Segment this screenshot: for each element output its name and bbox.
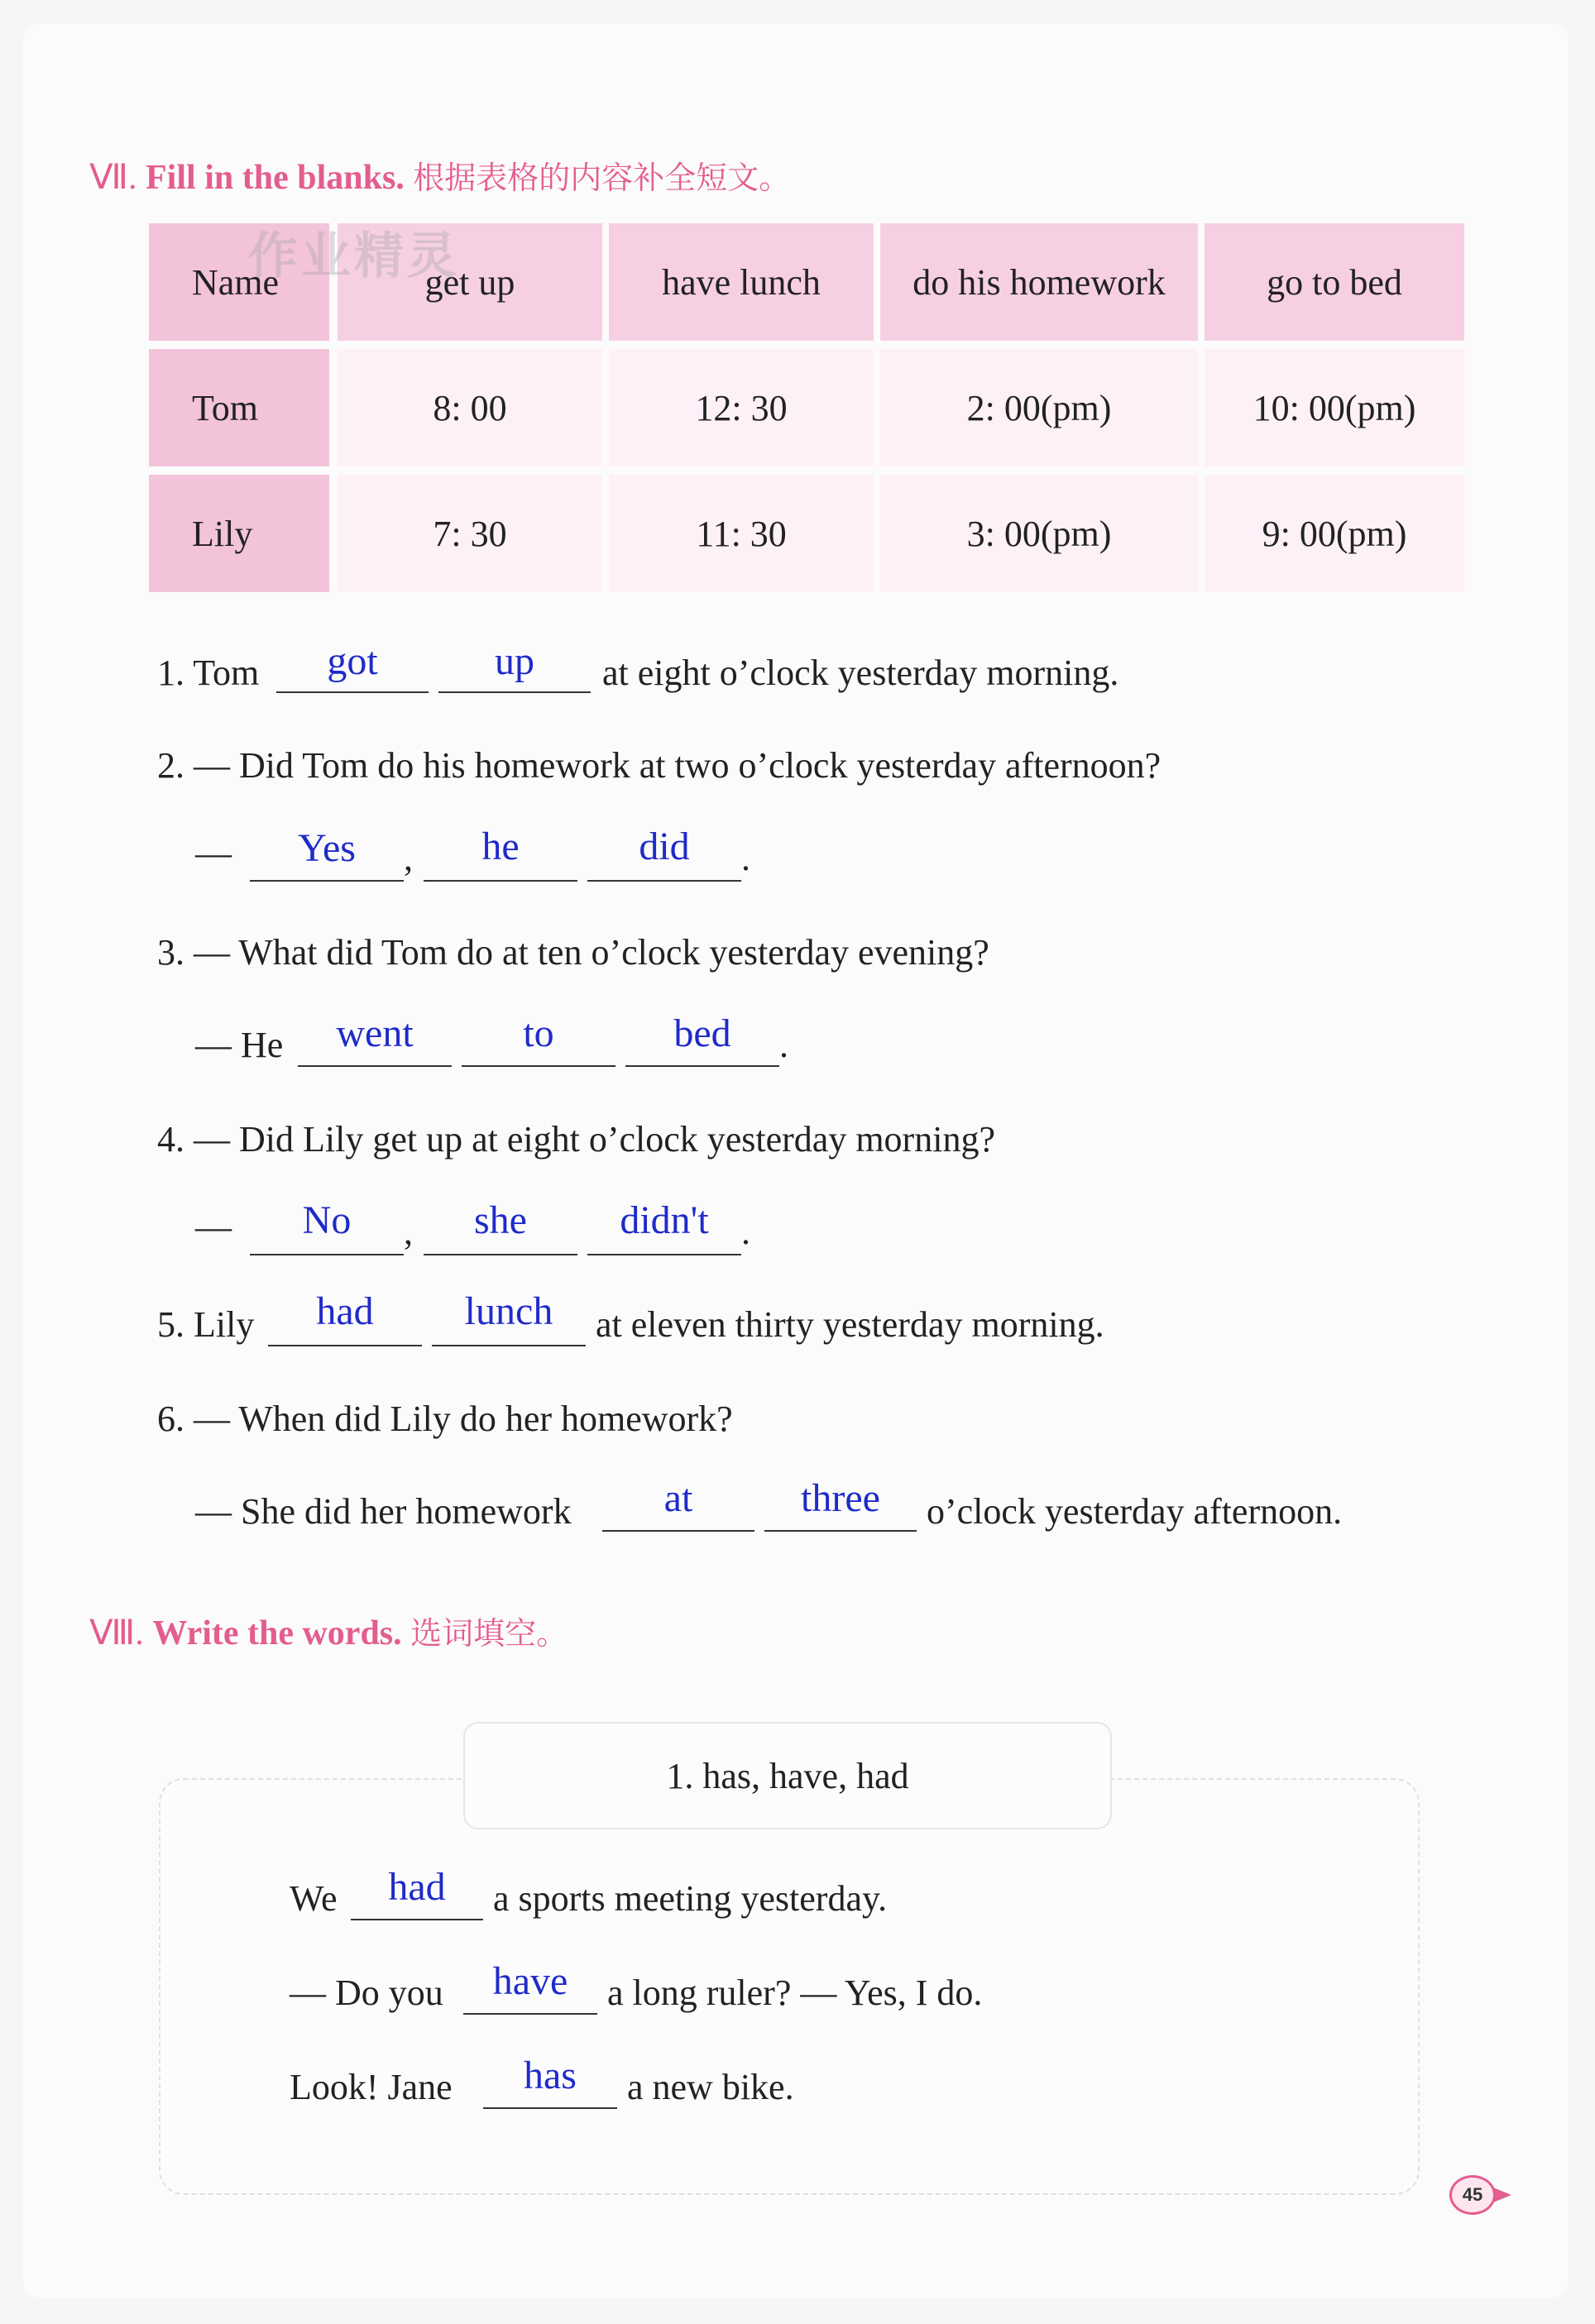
q6-question: 6. — When did Lily do her homework?: [157, 1399, 733, 1439]
table-cell-name-tom: Tom: [149, 349, 329, 466]
table-cell: 9: 00(pm): [1205, 475, 1464, 592]
q5-prefix: 5. Lily: [157, 1304, 255, 1345]
q3-question: 3. — What did Tom do at ten o’clock yesterday evening?: [157, 932, 989, 973]
table-cell: 3: 00(pm): [880, 475, 1198, 592]
answer-blank[interactable]: [463, 2013, 597, 2015]
answer-blank[interactable]: [276, 691, 429, 693]
answer-blank[interactable]: [351, 1919, 483, 1920]
answer-text: Yes: [298, 826, 356, 870]
section-8-title-en: Write the words.: [152, 1614, 402, 1652]
table-header-homework: do his homework: [880, 223, 1198, 341]
answer-text: she: [474, 1198, 527, 1242]
answer-blank[interactable]: [424, 1254, 577, 1255]
s2-prefix: — Do you: [290, 1973, 443, 2013]
q4-question: 4. — Did Lily get up at eight o’clock yesterday morning?: [157, 1119, 995, 1160]
section-8-title: [89, 1608, 568, 1653]
answer-text: got: [327, 639, 378, 683]
answer-text: didn't: [620, 1198, 709, 1242]
q6-prefix: — She did her homework: [195, 1491, 572, 1532]
answer-text: went: [336, 1011, 414, 1055]
s1-prefix: We: [290, 1878, 338, 1919]
answer-blank[interactable]: [462, 1065, 615, 1067]
table-cell: 2: 00(pm): [880, 349, 1198, 466]
answer-blank[interactable]: [424, 880, 577, 882]
q1-prefix: 1. Tom: [157, 653, 260, 693]
q1-suffix: at eight o’clock yesterday morning.: [602, 653, 1119, 693]
table-header-have-lunch: have lunch: [609, 223, 874, 341]
answer-blank[interactable]: [298, 1065, 452, 1067]
table-cell: 12: 30: [609, 349, 874, 466]
q5-suffix: at eleven thirty yesterday morning.: [596, 1304, 1104, 1345]
answer-text: lunch: [464, 1289, 553, 1333]
answer-blank[interactable]: [268, 1345, 422, 1346]
s3-prefix: Look! Jane: [290, 2067, 453, 2107]
answer-text: had: [388, 1865, 446, 1909]
table-cell: 11: 30: [609, 475, 874, 592]
answer-text: he: [481, 825, 520, 868]
s1-suffix: a sports meeting yesterday.: [493, 1878, 888, 1919]
table-cell: 7: 30: [338, 475, 602, 592]
section-8-title-cn: 选词填空。: [410, 1615, 568, 1652]
answer-text: has: [524, 2054, 577, 2097]
q3-prefix: — He: [195, 1025, 284, 1065]
comma: ,: [404, 838, 413, 878]
answer-blank[interactable]: [432, 1345, 586, 1346]
comma: ,: [404, 1212, 413, 1252]
answer-text: three: [801, 1476, 880, 1520]
answer-text: did: [639, 825, 690, 868]
section-7-title: [89, 152, 790, 198]
answer-blank[interactable]: [602, 1530, 754, 1532]
period: .: [741, 838, 750, 878]
answer-text: had: [316, 1289, 374, 1333]
answer-text: up: [495, 639, 534, 683]
section-7-title-en: Fill in the blanks.: [146, 159, 405, 197]
answer-blank[interactable]: [587, 1254, 741, 1255]
section-7-title-cn: 根据表格的内容补全短文。: [413, 160, 791, 196]
table-cell-name-lily: Lily: [149, 475, 329, 592]
answer-blank[interactable]: [250, 1254, 404, 1255]
word-choices-box: 1. has, have, had: [463, 1722, 1112, 1829]
section-8-number: Ⅷ.: [89, 1614, 144, 1652]
answer-dash: —: [195, 833, 232, 873]
answer-blank[interactable]: [587, 880, 741, 882]
table-header-name: Name: [149, 223, 329, 341]
answer-blank[interactable]: [438, 691, 591, 693]
s2-suffix: a long ruler? — Yes, I do.: [607, 1973, 983, 2013]
answer-blank[interactable]: [250, 880, 404, 882]
section-7-number: Ⅶ.: [89, 159, 137, 197]
table-header-get-up: get up: [338, 223, 602, 341]
period: .: [741, 1212, 750, 1252]
table-header-go-to-bed: go to bed: [1205, 223, 1464, 341]
answer-text: at: [663, 1476, 693, 1520]
answer-blank[interactable]: [625, 1065, 779, 1067]
page-number: 45: [1449, 2175, 1496, 2215]
s3-suffix: a new bike.: [627, 2067, 794, 2107]
period: .: [779, 1025, 788, 1065]
table-cell: 8: 00: [338, 349, 602, 466]
q2-question: 2. — Did Tom do his homework at two o’clock yesterday afternoon?: [157, 745, 1162, 786]
answer-text: to: [523, 1011, 554, 1055]
answer-text: bed: [673, 1011, 731, 1055]
table-cell: 10: 00(pm): [1205, 349, 1464, 466]
answer-text: No: [302, 1198, 352, 1242]
answer-blank[interactable]: [483, 2107, 617, 2109]
watermark: 作业精灵: [248, 227, 460, 285]
answer-blank[interactable]: [764, 1530, 917, 1532]
answer-text: have: [492, 1959, 568, 2003]
answer-dash: —: [195, 1207, 232, 1247]
q6-suffix: o’clock yesterday afternoon.: [927, 1491, 1343, 1532]
